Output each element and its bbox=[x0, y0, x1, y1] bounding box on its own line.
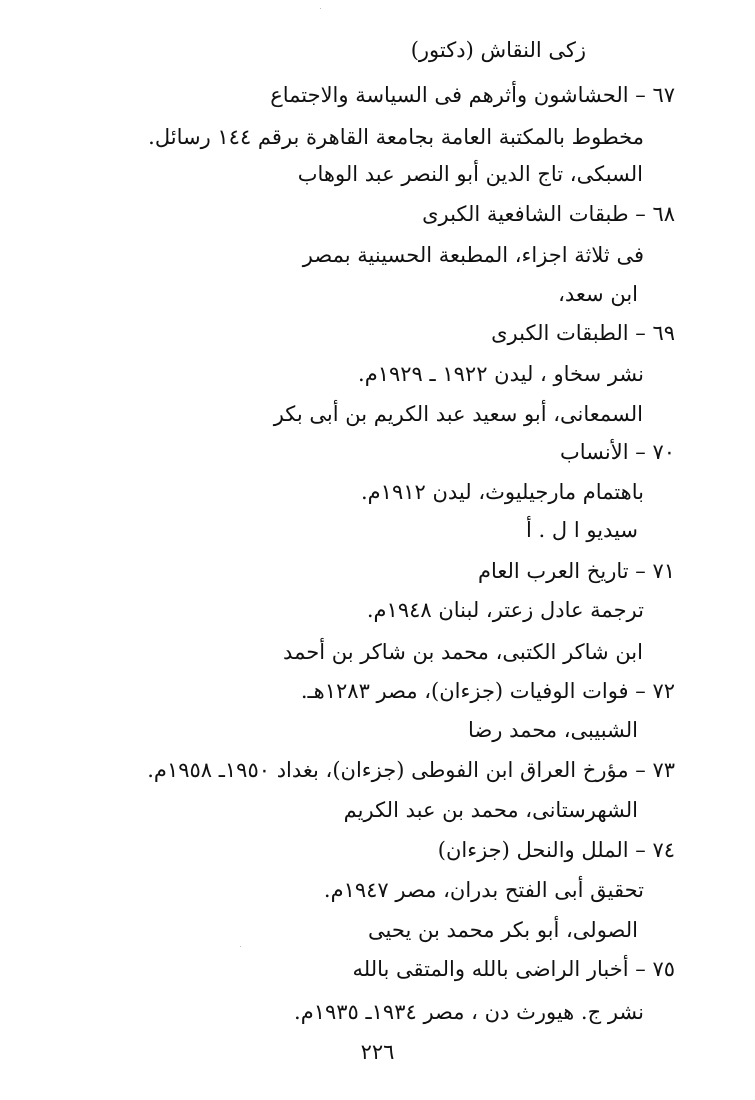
entry-title: ٧٣ – مؤرخ العراق ابن الفوطى (جزءان)، بغداد ١٩٥٠ـ ١٩٥٨م. bbox=[147, 758, 675, 782]
entry-title: ٧٤ – الملل والنحل (جزءان) bbox=[437, 838, 675, 862]
entry-detail: باهتمام مارجيليوث، ليدن ١٩١٢م. bbox=[360, 480, 644, 504]
entry-detail: نشر ج. هيورث دن ، مصر ١٩٣٤ـ ١٩٣٥م. bbox=[294, 1000, 644, 1024]
author-line: الشبيبى، محمد رضا bbox=[468, 718, 638, 742]
author-line: زكى النقاش (دكتور) bbox=[410, 38, 586, 62]
entry-detail: فى ثلاثة اجزاء، المطبعة الحسينية بمصر bbox=[302, 243, 644, 267]
entry-title: ٧٠ – الأنساب bbox=[560, 440, 675, 464]
entry-detail: تحقيق أبى الفتح بدران، مصر ١٩٤٧م. bbox=[323, 878, 644, 902]
entry-title: ٦٧ – الحشاشون وأثرهم فى السياسة والاجتماع bbox=[270, 83, 675, 107]
entry-title: ٦٨ – طبقات الشافعية الكبرى bbox=[422, 202, 675, 226]
page-number: ٢٢٦ bbox=[360, 1040, 395, 1064]
author-line: سيديو ا ل . أ bbox=[526, 518, 638, 542]
author-line: الشهرستانى، محمد بن عبد الكريم bbox=[343, 798, 638, 822]
author-line: الصولى، أبو بكر محمد بن يحيى bbox=[368, 918, 638, 942]
author-line: السبكى، تاج الدين أبو النصر عبد الوهاب bbox=[297, 162, 643, 186]
author-line: ابن سعد، bbox=[558, 282, 638, 306]
author-line: السمعانى، أبو سعيد عبد الكريم بن أبى بكر bbox=[273, 402, 643, 426]
entry-title: ٦٩ – الطبقات الكبرى bbox=[491, 321, 675, 345]
scan-speck bbox=[320, 8, 321, 9]
author-line: ابن شاكر الكتبى، محمد بن شاكر بن أحمد bbox=[283, 640, 643, 664]
entry-title: ٧٢ – فوات الوفيات (جزءان)، مصر ١٢٨٣هـ. bbox=[300, 679, 675, 703]
entry-detail: مخطوط بالمكتبة العامة بجامعة القاهرة برقم ١٤٤ رسائل. bbox=[148, 125, 644, 149]
scan-speck bbox=[240, 946, 241, 947]
entry-title: ٧٥ – أخبار الراضى بالله والمتقى بالله bbox=[352, 957, 675, 981]
entry-detail: نشر سخاو ، ليدن ١٩٢٢ ـ ١٩٢٩م. bbox=[358, 362, 644, 386]
entry-title: ٧١ – تاريخ العرب العام bbox=[477, 559, 675, 583]
entry-detail: ترجمة عادل زعتر، لبنان ١٩٤٨م. bbox=[366, 598, 644, 622]
